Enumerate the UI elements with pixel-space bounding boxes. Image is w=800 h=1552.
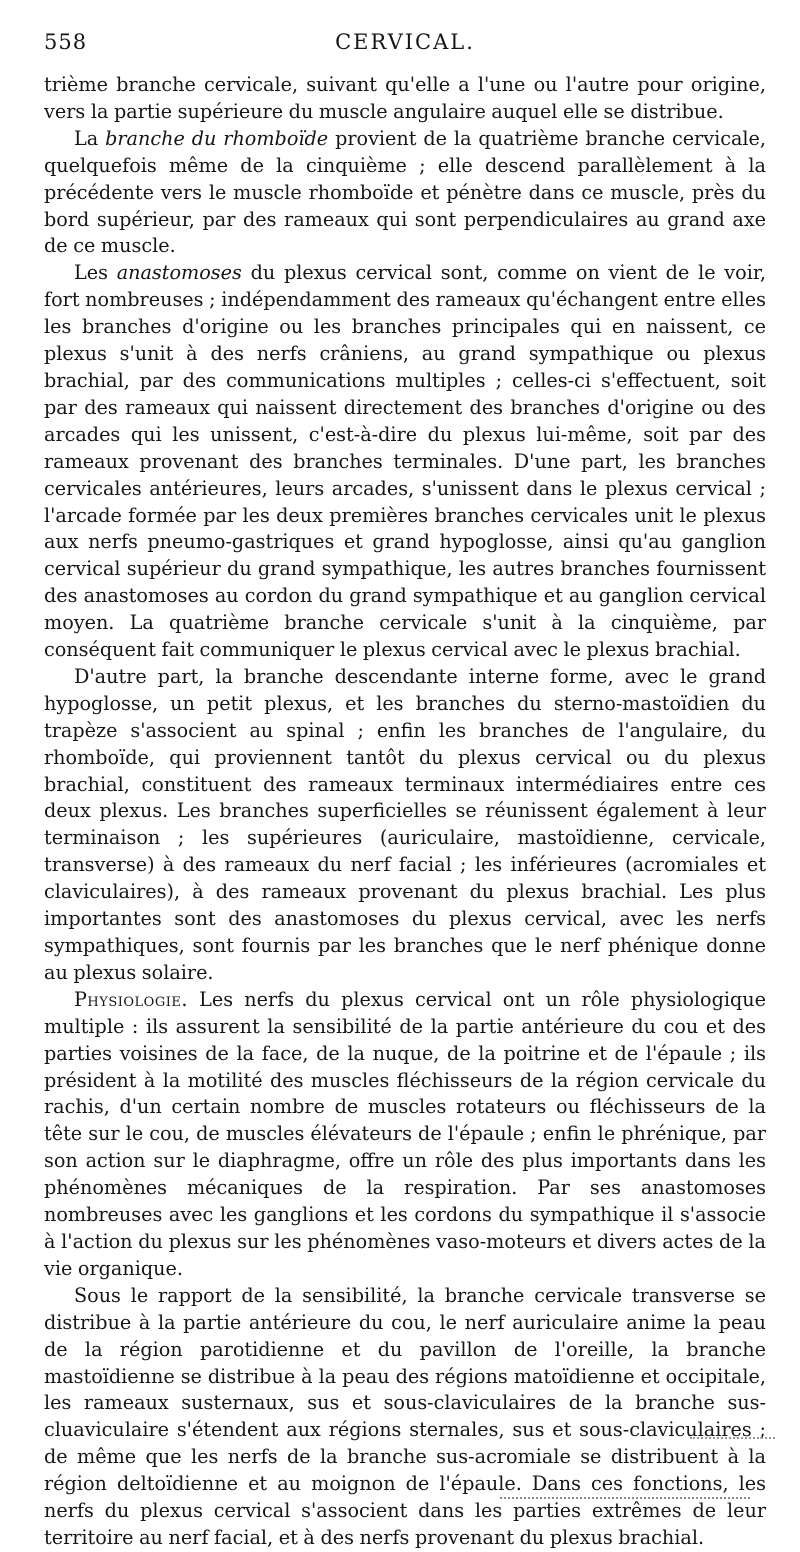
paragraph-anastomoses	[44, 260, 766, 664]
running-head	[44, 30, 766, 60]
paragraph-lead: Les	[74, 261, 117, 285]
page-number: 558	[44, 30, 88, 54]
paragraph-text: trième branche cervicale, suivant qu'elle a l'une ou l'autre pour origine, vers la partie supérieure du muscle angulaire auquel elle se distribue.	[44, 73, 766, 123]
print-mark	[500, 1497, 750, 1501]
paragraph-sensibility	[44, 1283, 766, 1552]
print-mark	[690, 1437, 775, 1441]
paragraph-rhomboid-branch	[44, 126, 766, 261]
paragraph-text: Les nerfs du plexus cervical ont un rôle physiologique multiple : ils assurent la sensibilité de la partie antérieure du cou et des parties voisines de la face, de la nuque, de la poitrine et de l'épaule ; ils président à la motilité des muscles fléchisseurs de la région cervicale du rachis, d'un certain nombre de muscles rotateurs ou fléchisseurs de la tête sur le cou, de muscles élévateurs de l'épaule ; enfin le phrénique, par son action sur le diaphragme, offre un rôle des plus importants dans les phénomènes mécaniques de la respiration. Par ses anastomoses nombreuses avec les ganglions et les cordons du sympathique il s'associe à l'action du plexus sur les phénomènes vaso-moteurs et divers actes de la vie organique.	[44, 987, 766, 1280]
running-title: CERVICAL.	[335, 30, 475, 54]
paragraph-text: Sous le rapport de la sensibilité, la branche cervicale transverse se distribue à la partie antérieure du cou, le nerf auriculaire anime la peau de la région parotidienne et du pavillon de l'oreille, la branche mastoïdienne se distribue à la peau des régions matoïdienne et occipitale, les rameaux susternaux, sus et sous-claviculaires de la branche sus-cluaviculaire s'étendent aux régions sternales, sus et sous-claviculaires ; de même que les nerfs de la branche sus-acromiale se distribuent à la région deltoïdienne et au moignon de l'épaule. Dans ces fonctions, les nerfs du plexus cervical s'associent dans les parties extrêmes de leur territoire au nerf facial, et à des nerfs provenant du plexus brachial.	[44, 1283, 766, 1549]
paragraph-other-part	[44, 664, 766, 987]
paragraph-text: du plexus cervical sont, comme on vient de le voir, fort nombreuses ; indépendamment des rameaux qu'échangent entre elles les branches d'origine ou les branches principales qui en naissent, ce plexus s'unit à des nerfs crâniens, au grand sympathique ou plexus brachial, par des communications multiples ; celles-ci s'effectuent, soit par des rameaux qui naissent directement des branches d'origine ou des arcades qui les unissent, c'est-à-dire du plexus lui-même, soit par des rameaux provenant des branches terminales. D'une part, les branches cervicales antérieures, leurs arcades, s'unissent dans le plexus cervical ; l'arcade formée par les deux premières branches cervicales unit le plexus aux nerfs pneumo-gastriques et grand hypoglosse, ainsi qu'au ganglion cervical supérieur du grand sympathique, les autres branches fournissent des anastomoses au cordon du grand sympathique et au ganglion cervical moyen. La quatrième branche cervicale s'unit à la cinquième, par conséquent fait communiquer le plexus cervical avec le plexus brachial.	[44, 261, 766, 662]
paragraph-physiology	[44, 987, 766, 1283]
paragraph-text: provient de la quatrième branche cervicale, quelquefois même de la cinquième ; elle descend parallèlement à la précédente vers le muscle rhomboïde et pénètre dans ce muscle, près du bord supérieur, par des rameaux qui sont perpendiculaires au grand axe de ce muscle.	[44, 126, 766, 258]
paragraph-continued	[44, 72, 766, 126]
italic-term: branche du rhomboïde	[105, 126, 329, 150]
italic-term: anastomoses	[116, 261, 242, 285]
paragraph-text: D'autre part, la branche descendante interne forme, avec le grand hypoglosse, un petit plexus, et les branches du sterno-mastoïdien du trapèze s'associent au spinal ; enfin les branches de l'angulaire, du rhomboïde, qui proviennent tantôt du plexus cervical ou du plexus brachial, constituent des rameaux terminaux intermédiaires entre ces deux plexus. Les branches superficielles se réunissent également à leur terminaison ; les supérieures (auriculaire, mastoïdienne, cervicale, transverse) à des rameaux du nerf facial ; les inférieures (acromiales et claviculaires), à des rameaux provenant du plexus brachial. Les plus importantes sont des anastomoses du plexus cervical, avec les nerfs sympathiques, sont fournis par les branches que le nerf phénique donne au plexus solaire.	[44, 664, 766, 984]
paragraph-lead: La	[74, 126, 106, 150]
body-text	[44, 72, 766, 1552]
section-heading: Physiologie.	[74, 987, 188, 1011]
